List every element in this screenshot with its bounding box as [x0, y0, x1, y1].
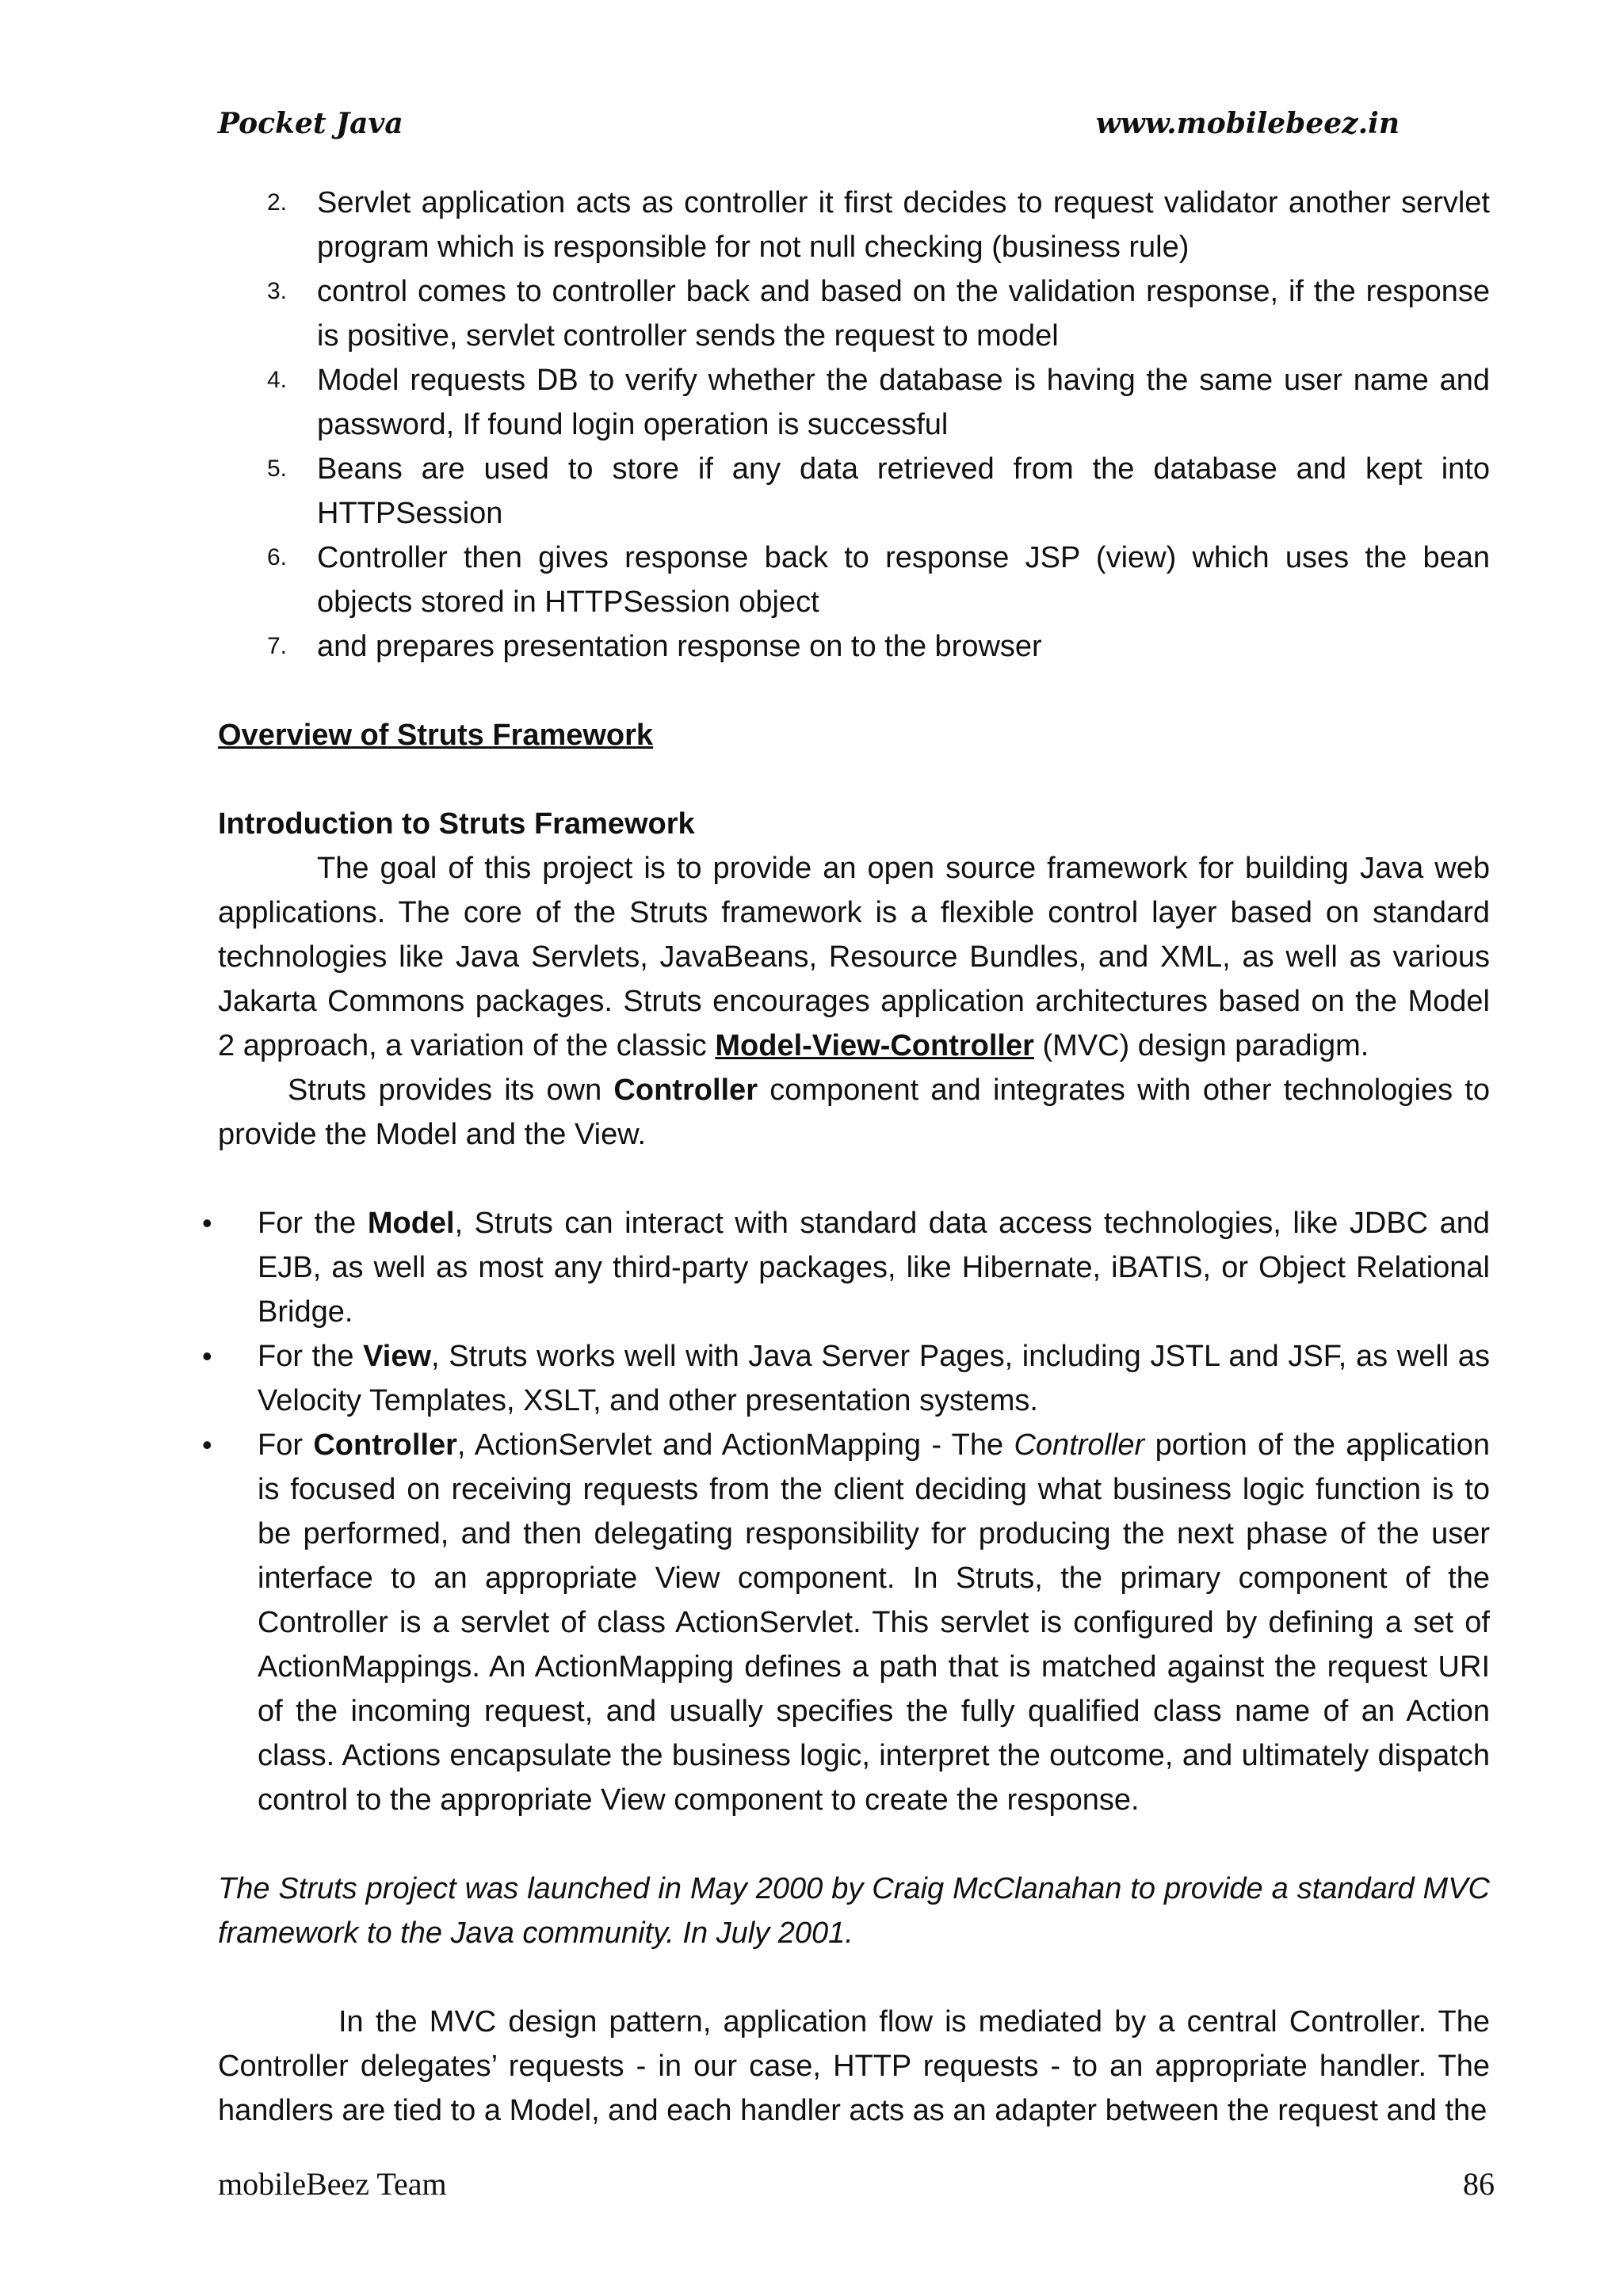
bullet-text-post: , Struts can interact with standard data access technologies, like JDBC and EJB, as well as most any third-party packages, like Hibernate, iBATIS, or Object Relational Bridge.: [258, 1207, 1491, 1329]
step-text: control comes to controller back and based on the validation response, if the response is positive, servlet controller sends the request to model: [317, 275, 1490, 353]
list-item: [218, 358, 1490, 447]
intro-text-part2: (MVC) design paradigm.: [1033, 1029, 1369, 1062]
bullet-text-pre: For: [258, 1428, 314, 1462]
step-number: 3.: [267, 278, 288, 304]
bullet-text-post: , ActionServlet and ActionMapping - The: [456, 1428, 1014, 1462]
bullet-list: [202, 1201, 1491, 1822]
mvc-link[interactable]: Model-View-Controller: [715, 1029, 1034, 1062]
bullet-text-post2: portion of the application is focused on receiving requests from the client deciding what business logic function is to be performed, and then delegating responsibility for producing the next phase of the user interface to an appropriate View component. In Struts, the primary component of the Controller is a servlet of class ActionServlet. This servlet is configured by defining a set of ActionMappings. An ActionMapping defines a path that is matched against the request URI of the incoming request, and usually specifies the fully qualified class name of an Action class. Actions encapsulate the business logic, interpret the outcome, and ultimately dispatch control to the appropriate View component to create the response.: [258, 1428, 1491, 1817]
mvc-paragraph: In the MVC design pattern, application flow is mediated by a central Controller. The Controller delegates’ requests - in our case, HTTP requests - to an appropriate handler. The handlers are tied to a Model, and each handler acts as an adapter between the request and the: [218, 2005, 1490, 2127]
controller-text-pre: Struts provides its own: [288, 1074, 614, 1107]
bullet-bold: Model: [367, 1207, 455, 1240]
controller-paragraph: [218, 1068, 1490, 1157]
subsection-title: Introduction to Struts Framework: [218, 807, 695, 841]
intro-text-part1: The goal of this project is to provide an open source framework for building Java web applications. The core of the Struts framework is a flexible control layer based on standard technologies like Java Servlets, JavaBeans, Resource Bundles, and XML, as well as various Jakarta Commons packages. Struts encourages application architectures based on the Model 2 approach, a variation of the classic: [218, 852, 1490, 1062]
list-item: [218, 447, 1490, 536]
numbered-steps-list: [218, 181, 1490, 669]
bullet-bold: View: [363, 1340, 432, 1373]
bullet-bold: Controller: [313, 1428, 457, 1462]
section-title: Overview of Struts Framework: [218, 719, 654, 752]
list-item: [202, 1201, 1491, 1334]
list-item: [218, 181, 1490, 269]
step-number: 7.: [267, 633, 288, 659]
list-item: [202, 1423, 1491, 1822]
list-item: [218, 536, 1490, 624]
controller-bold: Controller: [613, 1074, 758, 1107]
header-title: Pocket Java: [218, 107, 403, 140]
step-text: Beans are used to store if any data retrieved from the database and kept into HTTPSession: [317, 452, 1490, 530]
bullet-italic: Controller: [1014, 1428, 1145, 1462]
list-item: [218, 269, 1490, 358]
bullet-icon: •: [202, 1428, 212, 1461]
step-text: Controller then gives response back to response JSP (view) which uses the bean objects stored in HTTPSession object: [317, 541, 1490, 619]
bullet-text-pre: For the: [258, 1207, 368, 1240]
step-text: Model requests DB to verify whether the database is having the same user name and password, If found login operation is successful: [317, 364, 1490, 441]
step-text: and prepares presentation response on to the browser: [317, 630, 1042, 663]
history-note: The Struts project was launched in May 2000 by Craig McClanahan to provide a standard MVC framework to the Java community. In July 2001.: [218, 1872, 1490, 1950]
step-number: 6.: [267, 544, 288, 570]
page-body: [202, 181, 1491, 2133]
list-item: [202, 1334, 1490, 1423]
step-number: 5.: [267, 456, 288, 482]
bullet-text-post: , Struts works well with Java Server Pages, including JSTL and JSF, as well as Velocity Templates, XSLT, and other presentation systems.: [258, 1340, 1490, 1417]
controller-text-post: component and integrates with other technologies to provide the Model and the View.: [218, 1074, 1490, 1151]
step-text: Servlet application acts as controller it first decides to request validator another servlet program which is responsible for not null checking (business rule): [317, 186, 1490, 264]
page-number: 86: [1463, 2166, 1495, 2202]
list-item: [218, 624, 1490, 669]
bullet-icon: •: [202, 1340, 212, 1372]
intro-paragraph: [218, 846, 1490, 1068]
footer-team: mobileBeez Team: [218, 2166, 447, 2202]
header-url: www.mobilebeez.in: [1095, 107, 1400, 140]
bullet-text-pre: For the: [258, 1340, 364, 1373]
bullet-icon: •: [202, 1207, 212, 1239]
step-number: 2.: [267, 189, 288, 215]
step-number: 4.: [267, 367, 288, 393]
